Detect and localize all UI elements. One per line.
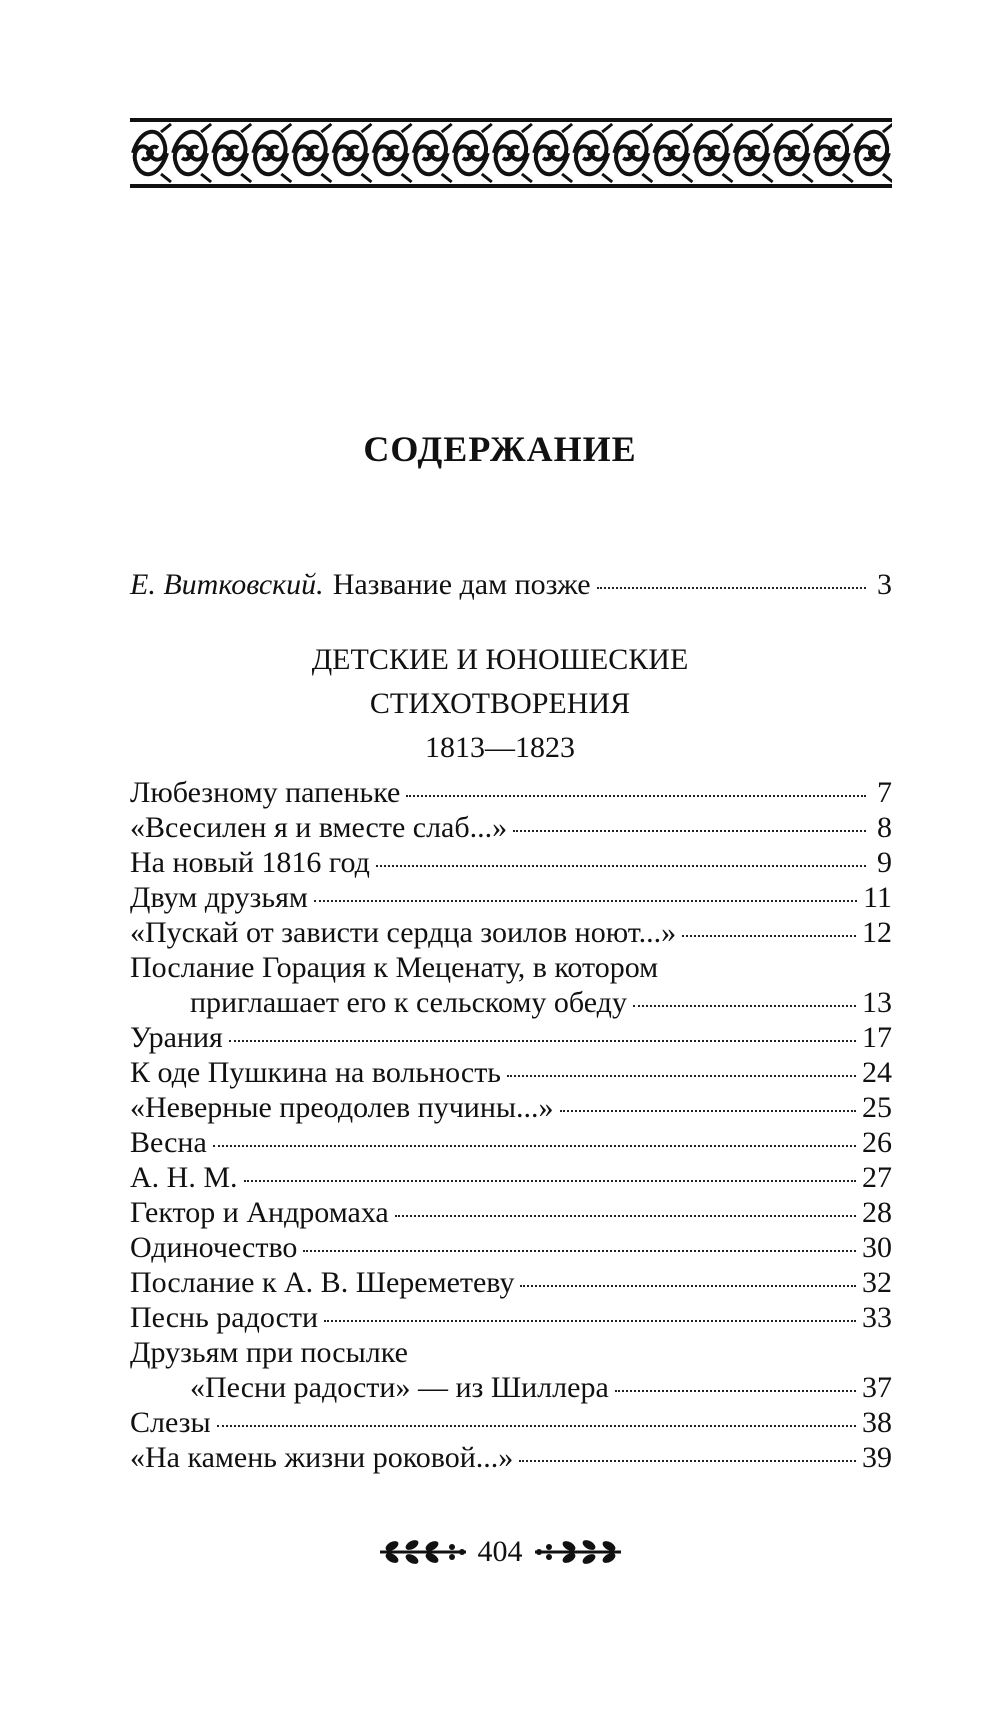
ornament-motif-icon xyxy=(654,124,692,182)
ornament-motif-icon xyxy=(334,124,372,182)
toc-entry[interactable] xyxy=(130,1161,892,1196)
toc-entry-title: А. Н. М. xyxy=(130,1161,238,1194)
dot-leader xyxy=(519,1460,856,1462)
ornament-motif-icon xyxy=(494,124,532,182)
toc-entry[interactable] xyxy=(130,1231,892,1266)
toc-entry-page: 9 xyxy=(877,846,892,879)
toc-entry[interactable] xyxy=(130,776,892,811)
toc-entry-page: 17 xyxy=(862,1021,892,1054)
dot-leader xyxy=(244,1180,856,1182)
ornament-motif-icon xyxy=(775,124,813,182)
ornament-motif-icon xyxy=(534,124,572,182)
intro-page-number: 3 xyxy=(877,568,892,601)
dot-leader xyxy=(314,900,857,902)
toc-entry[interactable] xyxy=(130,846,892,881)
ornament-motif-icon xyxy=(173,124,211,182)
toc-entry-title: Послание Горация к Меценату, в котором xyxy=(130,951,659,984)
ornament-motif-icon xyxy=(815,124,853,182)
toc-entry-page: 27 xyxy=(862,1161,892,1194)
toc-entry-page: 12 xyxy=(862,916,892,949)
toc-entry-title: Одиночество xyxy=(130,1231,298,1264)
dot-leader xyxy=(324,1320,856,1322)
toc-entry[interactable] xyxy=(130,1301,892,1336)
toc-entry-page: 25 xyxy=(862,1091,892,1124)
toc-entry-title: «Пускай от зависти сердца зоилов ноют...» xyxy=(130,916,677,949)
toc-list xyxy=(130,776,892,1476)
page-footer xyxy=(0,1530,1000,1574)
toc-entry-title: «Неверные преодолев пучины...» xyxy=(130,1091,554,1124)
toc-intro-entry[interactable] xyxy=(130,568,892,612)
section-years: 1813—1823 xyxy=(425,731,575,764)
ornament-motif-icon xyxy=(695,124,733,182)
toc-entry[interactable] xyxy=(130,1091,892,1126)
dot-leader xyxy=(615,1390,856,1392)
toc-entry-title: Весна xyxy=(130,1126,207,1159)
toc-entry-title: Гектор и Андромаха xyxy=(130,1196,389,1229)
dot-leader xyxy=(597,587,866,589)
ornament-motif-icon xyxy=(614,124,652,182)
toc-entry-title: Урания xyxy=(130,1021,223,1054)
dot-leader xyxy=(395,1215,856,1217)
dot-leader xyxy=(520,1285,856,1287)
toc-entry-page: 26 xyxy=(862,1126,892,1159)
toc-entry[interactable] xyxy=(130,1056,892,1091)
toc-entry-title: Любезному папеньке xyxy=(130,776,401,809)
ornament-motif-icon xyxy=(253,124,291,182)
toc-entry[interactable] xyxy=(130,1406,892,1441)
ornament-motif-icon xyxy=(855,124,892,182)
left-sprig-ornament-icon xyxy=(378,1537,468,1567)
toc-entry[interactable] xyxy=(130,1441,892,1476)
toc-entry-title: Послание к А. В. Шереметеву xyxy=(130,1266,515,1299)
intro-author: Е. Витковский. xyxy=(130,568,324,601)
toc-entry[interactable] xyxy=(130,881,892,916)
dot-leader xyxy=(560,1110,856,1112)
dot-leader xyxy=(507,1075,856,1077)
section-heading-line-2: СТИХОТВОРЕНИЯ xyxy=(369,687,631,720)
dot-leader xyxy=(217,1425,856,1427)
toc-entry-title: «Всесилен я и вместе слаб...» xyxy=(130,811,508,844)
toc-entry-page: 38 xyxy=(862,1406,892,1439)
toc-entry-title: «На камень жизни роковой...» xyxy=(130,1441,514,1474)
toc-entry[interactable] xyxy=(130,1196,892,1231)
toc-entry-title: Двум друзьям xyxy=(130,881,308,914)
toc-entry-page: 11 xyxy=(863,881,892,914)
toc-entry-page: 24 xyxy=(862,1056,892,1089)
dot-leader xyxy=(633,1005,856,1007)
toc-entry-page: 8 xyxy=(877,811,892,844)
ornament-motif-icon xyxy=(133,124,171,182)
ornament-motif-icon xyxy=(213,124,251,182)
toc-entry-title: На новый 1816 год xyxy=(130,846,370,879)
toc-entry-page: 30 xyxy=(862,1231,892,1264)
toc-entry-title: Друзьям при посылке xyxy=(130,1336,408,1369)
intro-title: Название дам позже xyxy=(332,568,591,601)
section-heading xyxy=(0,638,1000,770)
toc-entry[interactable] xyxy=(130,1336,892,1371)
dot-leader xyxy=(229,1040,856,1042)
dot-leader xyxy=(513,830,866,832)
toc-entry-continuation[interactable] xyxy=(130,986,892,1021)
toc-entry-title: К оде Пушкина на вольность xyxy=(130,1056,501,1089)
dot-leader xyxy=(213,1145,856,1147)
ornament-motif-icon xyxy=(574,124,612,182)
ornament-motif-icon xyxy=(414,124,452,182)
toc-entry[interactable] xyxy=(130,1266,892,1301)
ornament-motif-icon xyxy=(374,124,412,182)
ornament-motif-icon xyxy=(454,124,492,182)
dot-leader xyxy=(376,865,866,867)
dot-leader xyxy=(406,795,866,797)
toc-entry-title-continuation: «Песни радости» — из Шиллера xyxy=(190,1371,609,1404)
toc-entry-page: 33 xyxy=(862,1301,892,1334)
toc-entry[interactable] xyxy=(130,1126,892,1161)
toc-entry-title: Слезы xyxy=(130,1406,211,1439)
ornament-motif-icon xyxy=(735,124,773,182)
dot-leader xyxy=(303,1250,856,1252)
ornament-motif-icon xyxy=(293,124,331,182)
page-number: 404 xyxy=(477,1535,523,1568)
toc-entry[interactable] xyxy=(130,951,892,986)
toc-entry-page: 13 xyxy=(862,986,892,1019)
toc-entry[interactable] xyxy=(130,916,892,951)
toc-entry-title-continuation: приглашает его к сельскому обеду xyxy=(190,986,627,1019)
toc-entry-page: 39 xyxy=(862,1441,892,1474)
toc-entry-page: 37 xyxy=(862,1371,892,1404)
toc-entry-continuation[interactable] xyxy=(130,1371,892,1406)
decorative-border-ornament-icon xyxy=(130,118,892,188)
section-heading-line-1: ДЕТСКИЕ И ЮНОШЕСКИЕ xyxy=(311,643,689,676)
toc-entry[interactable] xyxy=(130,1021,892,1056)
toc-entry[interactable] xyxy=(130,811,892,846)
toc-entry-page: 28 xyxy=(862,1196,892,1229)
toc-entry-title: Песнь радости xyxy=(130,1301,319,1334)
page-title: СОДЕРЖАНИЕ xyxy=(363,429,637,469)
dot-leader xyxy=(682,935,856,937)
right-sprig-ornament-icon xyxy=(533,1537,623,1567)
toc-entry-page: 32 xyxy=(862,1266,892,1299)
toc-entry-page: 7 xyxy=(877,776,892,809)
